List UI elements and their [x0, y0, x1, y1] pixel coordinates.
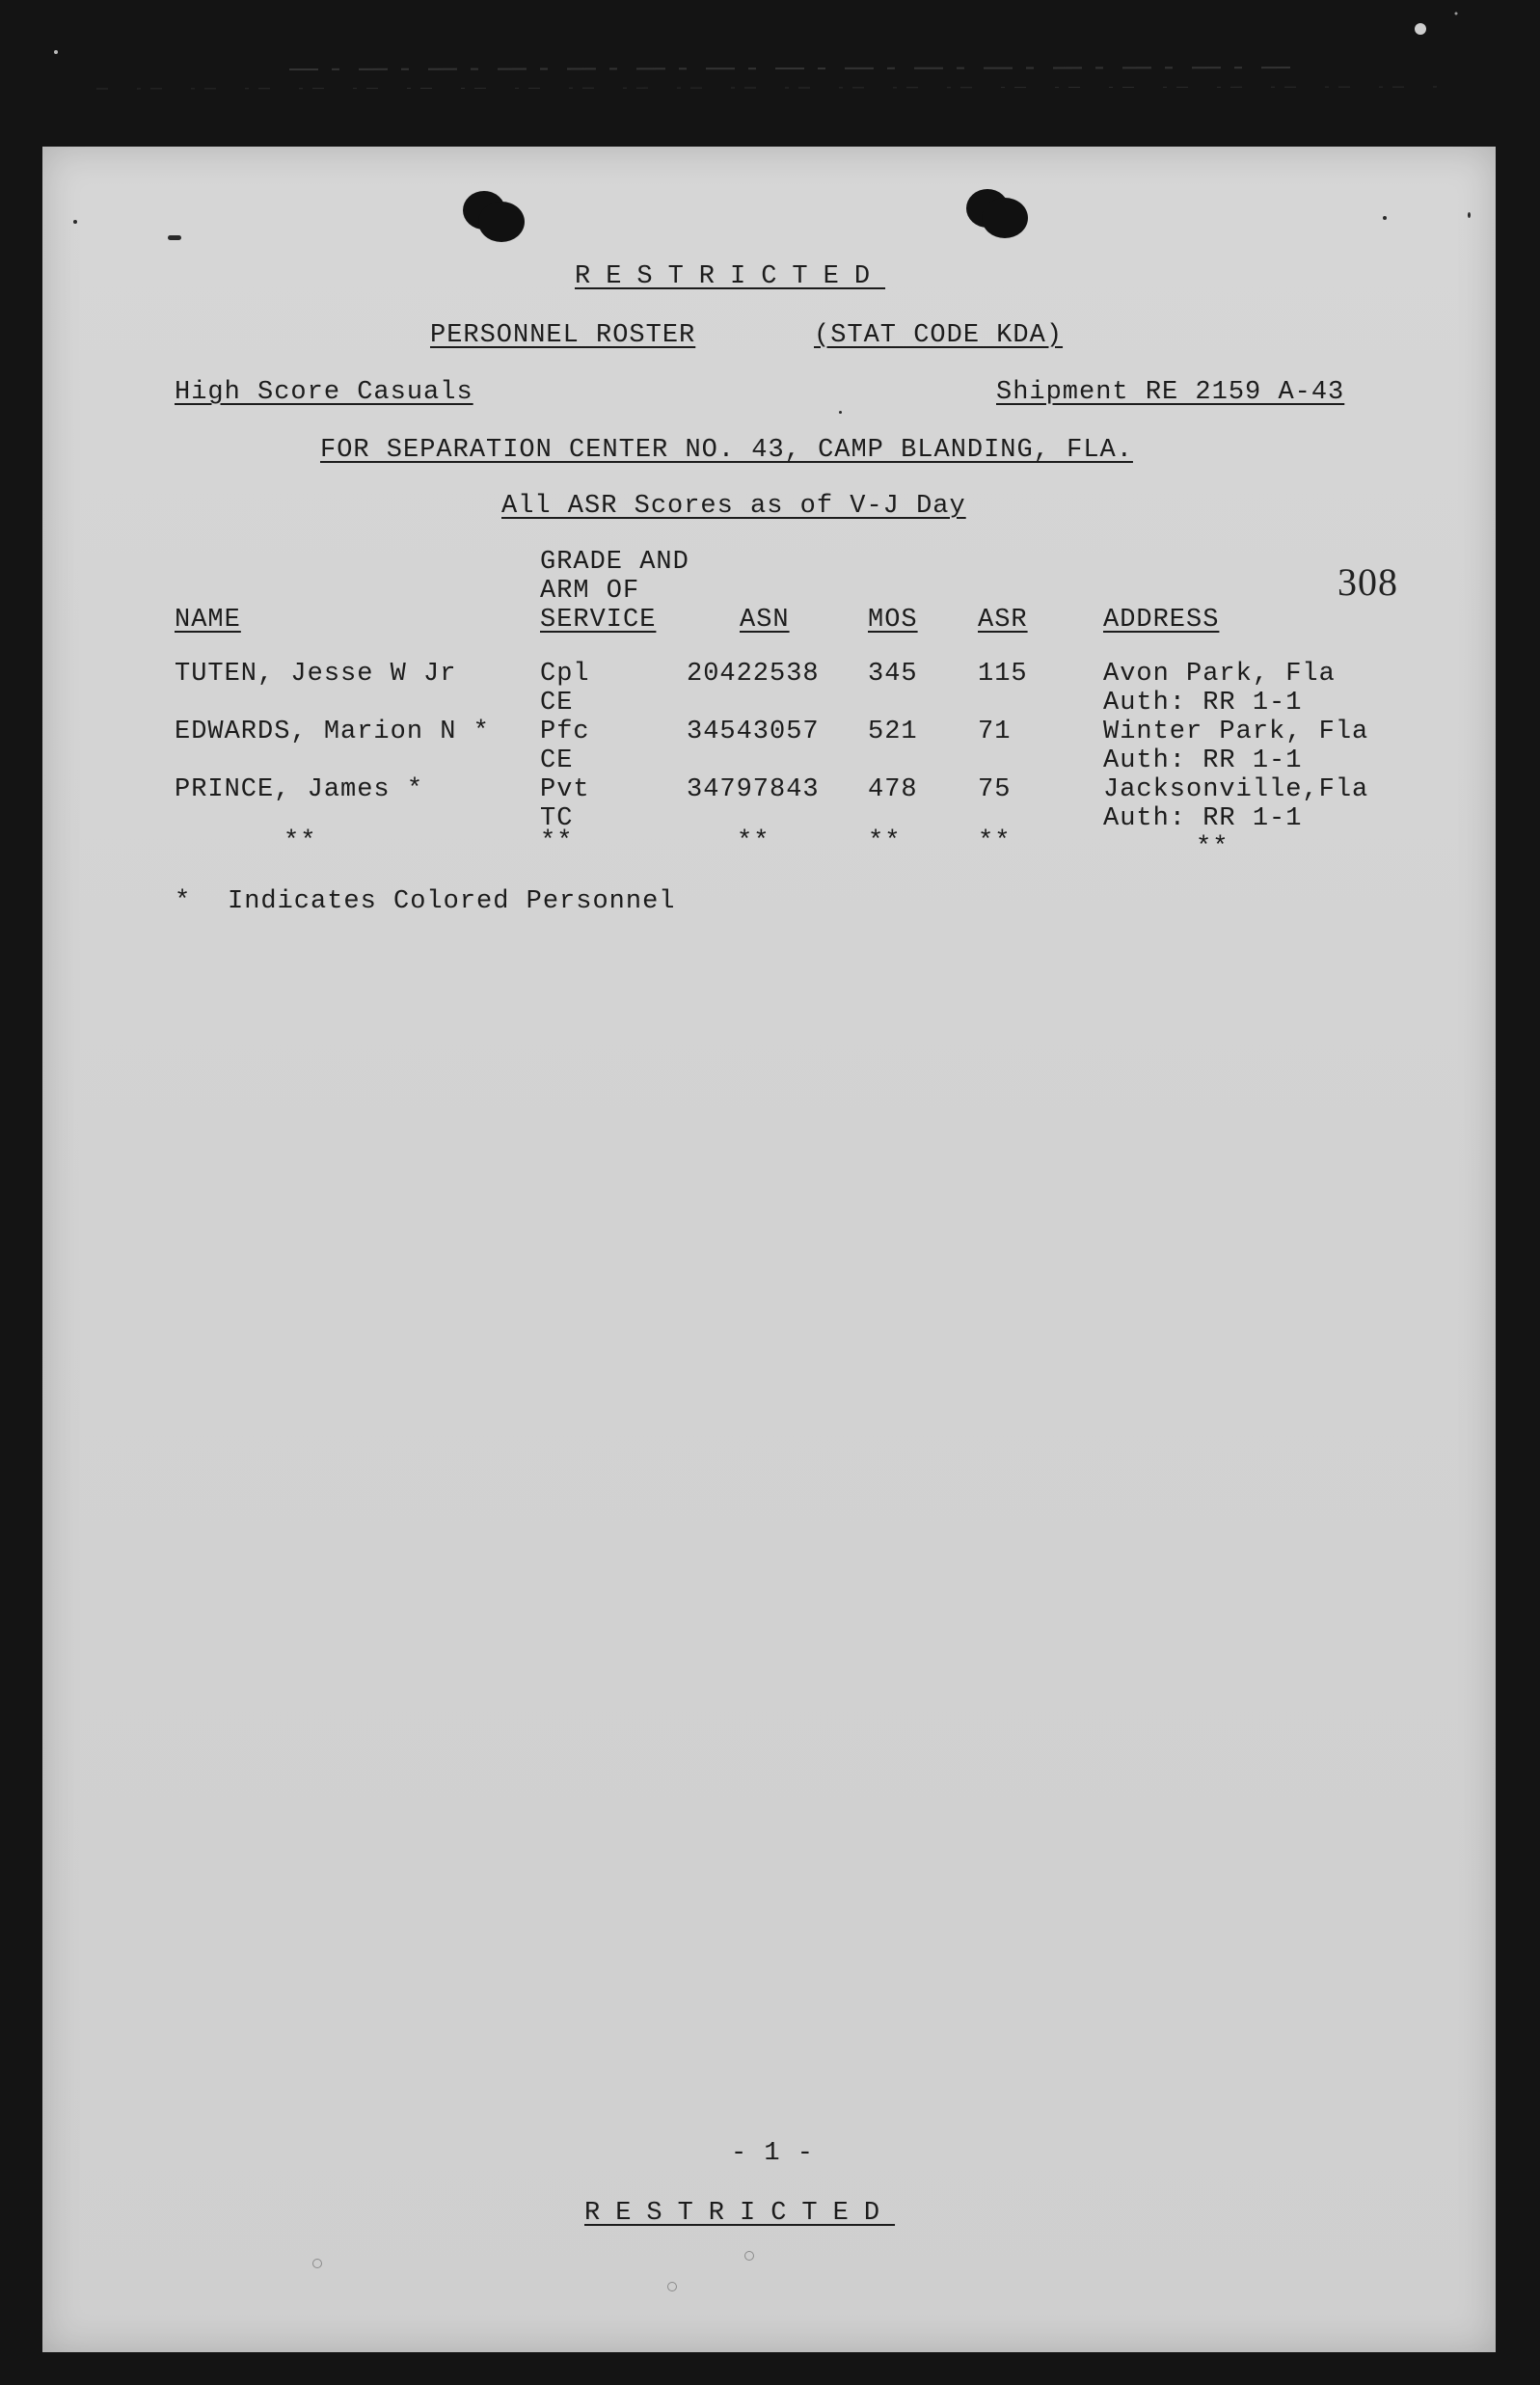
- footnote-text: Indicates Colored Personnel: [228, 887, 676, 916]
- row2-address: Winter Park, Fla: [1103, 718, 1369, 746]
- row3-arm: TC: [540, 804, 574, 833]
- row1-mos: 345: [868, 660, 918, 689]
- speck: [744, 2251, 754, 2261]
- roster-title: PERSONNEL ROSTER: [430, 321, 696, 350]
- speck: [73, 220, 77, 224]
- end-mark-grade: **: [540, 827, 574, 856]
- row2-grade: Pfc: [540, 718, 590, 746]
- row3-address: Jacksonville,Fla: [1103, 775, 1369, 804]
- row2-name: EDWARDS, Marion N *: [175, 718, 490, 746]
- page-reference-number: 308: [1337, 560, 1398, 604]
- punch-hole-left: [457, 187, 534, 249]
- punch-hole-right: [959, 185, 1036, 247]
- row2-asn: 34543057: [687, 718, 820, 746]
- row1-address: Avon Park, Fla: [1103, 660, 1336, 689]
- document-page: [42, 147, 1496, 2352]
- end-mark-name: **: [284, 827, 317, 856]
- scores-note: All ASR Scores as of V-J Day: [501, 492, 966, 521]
- row2-arm: CE: [540, 746, 574, 775]
- grade-header-line1: GRADE AND: [540, 548, 689, 577]
- row1-auth: Auth: RR 1-1: [1103, 689, 1303, 718]
- stat-code: (STAT CODE KDA): [814, 321, 1064, 350]
- row3-name: PRINCE, James *: [175, 775, 424, 804]
- end-mark-asr: **: [978, 827, 1012, 856]
- row1-name: TUTEN, Jesse W Jr: [175, 660, 457, 689]
- classification-bottom: RESTRICTED: [584, 2199, 896, 2228]
- address-header: ADDRESS: [1103, 606, 1220, 635]
- shipment-number: Shipment RE 2159 A-43: [996, 378, 1345, 407]
- classification-top: RESTRICTED: [575, 262, 886, 291]
- row1-arm: CE: [540, 689, 574, 718]
- row2-asr: 71: [978, 718, 1012, 746]
- end-mark-mos: **: [868, 827, 902, 856]
- grade-header-line2: ARM OF: [540, 577, 640, 606]
- row3-grade: Pvt: [540, 775, 590, 804]
- row1-asn: 20422538: [687, 660, 820, 689]
- footnote-symbol: *: [175, 887, 192, 916]
- row3-asn: 34797843: [687, 775, 820, 804]
- row3-mos: 478: [868, 775, 918, 804]
- speck: [667, 2282, 677, 2291]
- list-title: High Score Casuals: [175, 378, 473, 407]
- speck: [839, 411, 842, 414]
- end-mark-asn: **: [737, 827, 770, 856]
- row3-asr: 75: [978, 775, 1012, 804]
- mos-header: MOS: [868, 606, 918, 635]
- speck: [1383, 216, 1387, 220]
- speck: [168, 235, 181, 240]
- page-number: - 1 -: [731, 2139, 815, 2168]
- film-edge-specks: [0, 0, 1540, 145]
- end-mark-address: **: [1196, 833, 1229, 862]
- asr-header: ASR: [978, 606, 1028, 635]
- speck: [1468, 212, 1471, 218]
- name-header: NAME: [175, 606, 241, 635]
- row2-auth: Auth: RR 1-1: [1103, 746, 1303, 775]
- destination-line: FOR SEPARATION CENTER NO. 43, CAMP BLANDING, FLA.: [320, 436, 1133, 465]
- row1-grade: Cpl: [540, 660, 590, 689]
- speck: [312, 2259, 322, 2268]
- grade-header-line3: SERVICE: [540, 606, 657, 635]
- row2-mos: 521: [868, 718, 918, 746]
- row1-asr: 115: [978, 660, 1028, 689]
- asn-header: ASN: [740, 606, 790, 635]
- row3-auth: Auth: RR 1-1: [1103, 804, 1303, 833]
